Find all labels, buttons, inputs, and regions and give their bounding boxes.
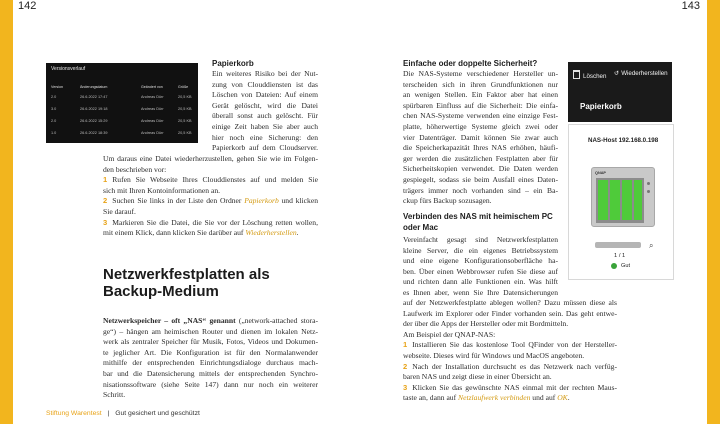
wiederherstellen-link: Wiederherstellen [245, 228, 297, 238]
step-3-line-2 [103, 228, 318, 239]
papierkorb-link: Papierkorb [244, 196, 279, 206]
text-line: den beschrieben vor: [103, 164, 167, 174]
version-history-header [46, 83, 198, 92]
text-line: hier noch eine Sicherung: den [212, 132, 318, 142]
text-line: an wenigen Stellen. Ein Faktor aber hat einen [403, 90, 558, 100]
text-line: kleine Server, die ein eigenes Betriebssystem [403, 245, 558, 255]
cell-date: 26.6.2022 15:29 [80, 119, 108, 123]
netzlaufwerk-link: Netzlaufwerk verbinden [458, 393, 531, 403]
left-page-number: 142 [18, 0, 37, 12]
papierkorb-app-header [568, 62, 672, 122]
papierkorb-continuation [103, 154, 318, 239]
text-line: nisationssoftware (siehe Seite 147) dann nur noch ein weiterer [103, 379, 318, 389]
section-title-line: Netzwerkfestplatten als [103, 266, 270, 283]
cell-user: Andreas Dürr [141, 119, 164, 123]
heading-line: Verbinden des NAS mit heimischem PC [403, 212, 553, 221]
text-line: der über die Apps der Hersteller oder mit Bordmitteln. [403, 319, 569, 329]
text-line: Gerät gelöscht, wird die Datei [212, 100, 318, 110]
step-1-line-1 [103, 175, 318, 186]
right-step-2-line-1 [403, 362, 617, 373]
table-row[interactable] [46, 117, 198, 127]
right-page-edge-bar [707, 0, 720, 424]
right-page-number: 143 [681, 0, 700, 12]
version-history-title: Versionsverlauf [51, 66, 86, 72]
step-text: Rufen Sie Webseite Ihres Clouddienstes auf und melden Sie [112, 175, 318, 185]
step-text: und klicken [278, 196, 318, 206]
step-2-line-1 [103, 196, 318, 207]
cell-version: 2.0 [51, 119, 57, 123]
left-page-edge-bar [0, 0, 13, 424]
column-version: Version [51, 85, 63, 89]
verbinden-continuation [403, 298, 617, 404]
step-2-line-2: Sie darauf. [103, 206, 136, 216]
table-row[interactable] [46, 93, 198, 103]
text-line: terscheiden sich in ihren Grundfunktionen nur [403, 79, 558, 89]
step-number: 1 [403, 340, 408, 350]
page-count: 1 / 1 [614, 253, 626, 259]
step-text: Markieren Sie die Datei, die Sie vor der Löschung retten wollen, [112, 217, 318, 227]
text-line: gespiegelt, sodass sie beim Ausfall eines Daten- [403, 174, 558, 184]
cell-version: 3.0 [51, 107, 57, 111]
heading-einfache-sicherheit: Einfache oder doppelte Sicherheit? [403, 59, 538, 68]
restore-icon: ↺ [614, 70, 620, 77]
text-line: vier Datenträger. Damit können Sie zwar auch [403, 132, 558, 142]
nas-device-image [591, 167, 655, 227]
footer-title: Gut gesichert und geschützt [115, 410, 200, 417]
drive-slot-4 [634, 180, 642, 220]
drive-bay [596, 178, 644, 223]
heading-line: oder Mac [403, 223, 439, 232]
text-line: überall sonst auch gelöscht. Für [212, 111, 318, 121]
text-line: Papierkorb auf dem Cloudserver. [212, 143, 318, 153]
table-row[interactable] [46, 105, 198, 115]
delete-button[interactable] [573, 70, 606, 80]
step-text: . [567, 393, 570, 403]
text-line: te jeglicher Art. Die Konfiguration ist für den Normalanwender [103, 347, 318, 357]
cell-size: 20,5 KB [178, 95, 192, 99]
cell-user: Andreas Dürr [141, 95, 164, 99]
text-line: ben. Über einen Webbrowser rufen Sie diese auf [403, 266, 558, 276]
text-line: Ein weiteres Risiko bei der Nut- [212, 69, 318, 78]
step-number: 2 [403, 361, 408, 371]
nas-systems-paragraph [403, 69, 558, 207]
text-line: Löschen von Dateien: Auf einem [212, 90, 318, 100]
nas-lead-rest: („network-attached stora- [235, 316, 318, 325]
text-line: ckup fürs Backup sozusagen. [403, 196, 492, 206]
right-step-1-line-1 [403, 340, 617, 351]
drive-slot-1 [598, 180, 608, 220]
text-line: bar und die Datensicherung mittels der entsprechenden Synchro- [103, 368, 318, 378]
version-history-figure [46, 63, 198, 143]
text-line: und richten dann alle Funktionen ein. Was hilft [403, 277, 558, 287]
step-text: taste an, dann auf [403, 393, 459, 403]
qnap-logo: QNAP [595, 171, 606, 175]
text-line: Vereinfacht gesagt sind Netzwerkfestplatten [403, 235, 558, 244]
text-line: Laufwerk im Explorer oder Finder vorhanden sein. Das geht entwe- [403, 308, 617, 318]
step-number: 2 [103, 196, 108, 206]
cell-date: 26.6.2022 18:39 [80, 131, 108, 135]
text-line: chen NAS-Systeme verwenden eine einzige Fest- [403, 111, 558, 121]
text-line: platte, höherwertige Systeme gleich zwei oder [403, 121, 558, 131]
blurred-device-name [595, 242, 641, 248]
version-history-rows [46, 93, 198, 143]
right-step-3-line-1 [403, 383, 617, 394]
column-modified-by: Geändert von [141, 85, 163, 89]
nas-host-label: NAS-Host 192.168.0.198 [588, 137, 659, 144]
cell-version: 1.0 [51, 131, 57, 135]
status-label: Gut [621, 263, 631, 269]
ok-link: OK [557, 393, 568, 403]
text-line: ger werden die zusätzlichen Festplatten aber für [403, 153, 558, 163]
step-number: 1 [103, 175, 108, 185]
text-line: zung von Clouddiensten ist das [212, 79, 318, 89]
section-title-line: Backup-Medium [103, 283, 219, 300]
column-date: Änderungsdatum [80, 85, 108, 89]
text-line: Am Beispiel der QNAP-NAS: [403, 329, 496, 339]
right-step-1-line-2: webseite. Dieses wird für Windows und MacOS angeboten. [403, 350, 585, 360]
text-line: Schritt. [103, 390, 126, 400]
cell-size: 20,5 KB [178, 131, 192, 135]
cell-size: 20,5 KB [178, 107, 192, 111]
cell-user: Andreas Dürr [141, 131, 164, 135]
step-text: Suchen Sie links in der Liste den Ordner [112, 196, 245, 206]
right-step-2-line-2: baren NAS und zeigt diese in einer Übersicht an. [403, 372, 552, 382]
text-line: einige Zeit haben Sie aber auch [212, 121, 318, 131]
text-line: Die NAS-Systeme verschiedener Hersteller un- [403, 69, 558, 78]
papierkorb-header-title: Papierkorb [580, 102, 622, 111]
status-ok-icon [611, 263, 617, 269]
section-title [103, 266, 270, 300]
column-size: Größe [178, 85, 189, 89]
cell-user: Andreas Dürr [141, 107, 164, 111]
text-line: ge“) – hängen am heimischen Router und dienen im lokalen Netz- [103, 326, 318, 336]
step-3-line-1 [103, 218, 318, 229]
step-number: 3 [103, 217, 108, 227]
step-text: und auf [530, 393, 558, 403]
drive-slot-2 [610, 180, 620, 220]
drive-slot-3 [622, 180, 632, 220]
text-line: spürbaren Einfluss auf die Sicherheit: Die einfa- [403, 100, 558, 110]
text-line: die Speicherkapazität Ihres NAS erhöhen, häufi- [403, 143, 558, 153]
papierkorb-heading: Papierkorb [212, 59, 254, 68]
text-line: mithilfe der entsprechenden Einrichtungsdialoge durchaus mach- [103, 358, 318, 368]
step-1-line-2: sich mit Ihren Kontoinformationen an. [103, 185, 221, 195]
papierkorb-paragraph [212, 69, 318, 154]
footer-separator: | [107, 410, 110, 417]
text-line: Sicherheitskopien verwendet. Die Daten werden [403, 164, 558, 174]
nas-lead-line [103, 316, 318, 327]
text-line: es Ihnen aber, wenn Sie Ihre Datensicherungen [403, 287, 558, 297]
delete-label: Löschen [583, 73, 607, 80]
restore-label: Wiederherstellen [621, 70, 668, 77]
verbinden-paragraph [403, 235, 558, 299]
trash-icon [573, 70, 580, 79]
footer [46, 410, 200, 417]
cell-version: 2.0 [51, 95, 57, 99]
step-text: Klicken Sie das gewünschte NAS einmal mit der rechten Maus- [412, 382, 617, 392]
cell-size: 20,5 KB [178, 119, 192, 123]
zoom-icon[interactable]: ⌕ [649, 241, 654, 250]
right-step-3-line-2 [403, 393, 617, 404]
status-led [647, 182, 650, 185]
status-led [647, 190, 650, 193]
cell-date: 26.6.2022 17:47 [80, 95, 108, 99]
heading-verbinden-nas [403, 211, 553, 233]
nas-lead-bold: Netzwerkspeicher – oft „NAS“ genannt [103, 316, 236, 325]
footer-brand: Stiftung Warentest [46, 410, 102, 417]
step-number: 3 [403, 382, 408, 392]
step-text: Installieren Sie das kostenlose Tool QFinder von der Hersteller- [412, 340, 617, 350]
step-text: . [296, 228, 299, 238]
step-text: mit einem Klick, dann klicken Sie darüber auf [103, 228, 246, 238]
table-row[interactable] [46, 129, 198, 139]
restore-button[interactable] [614, 70, 668, 77]
text-line: Um daraus eine Datei wiederherzustellen, gehen Sie wie im Folgen- [103, 154, 318, 163]
text-line: auf der Netzwerkfestplatte ablegen wollen? Dazu müssen diese als [403, 298, 617, 307]
step-text: Nach der Installation durchsucht es das Netzwerk nach verfüg- [412, 361, 617, 371]
text-line: werk als zentraler Speicher für Musik, Fotos, Videos und Dokumen- [103, 337, 318, 347]
text-line: trägers immer noch vorhanden sind – ein Ba- [403, 185, 558, 195]
cell-date: 26.6.2022 19:18 [80, 107, 108, 111]
qfinder-panel [568, 124, 674, 280]
nas-paragraph [103, 316, 318, 401]
text-line: und eine eigene Konfigurationsoberfläche ha- [403, 256, 558, 266]
